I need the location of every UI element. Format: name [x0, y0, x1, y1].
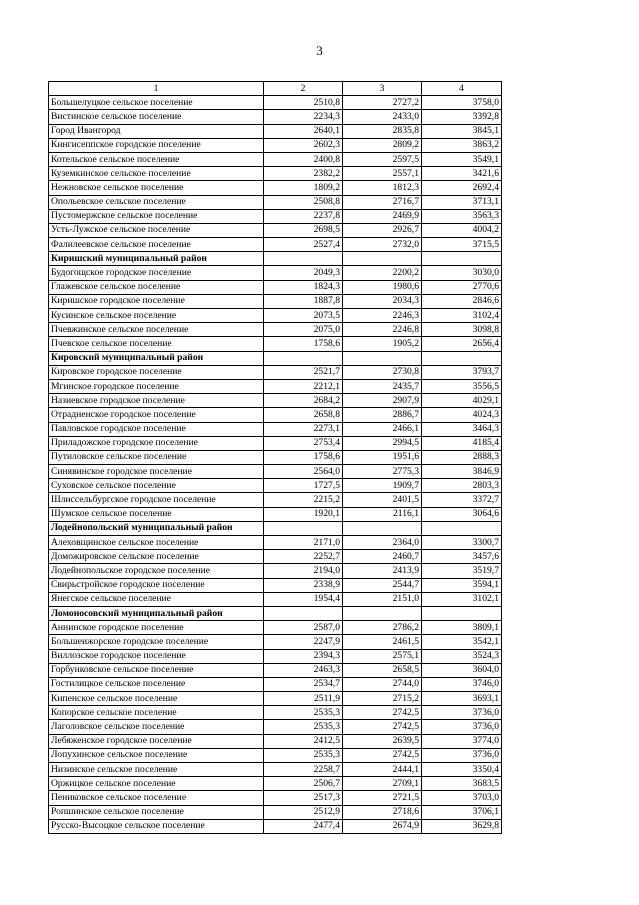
value-cell-col3: 2730,8 [343, 365, 422, 379]
value-cell-col4: 3736,0 [422, 748, 502, 762]
table-row [49, 110, 502, 124]
value-cell-col2 [264, 252, 343, 266]
table-row [49, 692, 502, 706]
value-cell-col3: 2809,2 [343, 138, 422, 152]
value-cell-col3: 2116,1 [343, 507, 422, 521]
table-body [49, 82, 502, 834]
value-cell-col2: 2215,2 [264, 493, 343, 507]
table-row [49, 635, 502, 649]
settlement-name-cell: Вистинское сельское поселение [49, 110, 264, 124]
table-row [49, 337, 502, 351]
value-cell-col3: 2994,5 [343, 436, 422, 450]
page-number: 3 [316, 43, 323, 58]
value-cell-col2: 2382,2 [264, 167, 343, 181]
data-table [48, 81, 502, 834]
value-cell-col2: 2510,8 [264, 96, 343, 110]
value-cell-col4: 3350,4 [422, 763, 502, 777]
table-section-row [49, 521, 502, 535]
value-cell-col4: 3736,0 [422, 720, 502, 734]
value-cell-col2: 2517,3 [264, 791, 343, 805]
value-cell-col4: 3464,3 [422, 422, 502, 436]
value-cell-col4: 3715,5 [422, 238, 502, 252]
value-cell-col3: 2926,7 [343, 223, 422, 237]
table-row [49, 791, 502, 805]
value-cell-col2: 2527,4 [264, 238, 343, 252]
value-cell-col4: 3556,5 [422, 379, 502, 393]
settlement-name-cell: Лопухинское сельское поселение [49, 748, 264, 762]
value-cell-col2: 2535,3 [264, 706, 343, 720]
table-row [49, 152, 502, 166]
table-row [49, 436, 502, 450]
table-section-row [49, 252, 502, 266]
value-cell-col4: 3300,7 [422, 536, 502, 550]
value-cell-col3: 1812,3 [343, 181, 422, 195]
value-cell-col2: 2171,0 [264, 536, 343, 550]
table-row [49, 323, 502, 337]
table-row [49, 479, 502, 493]
settlement-name-cell: Янегское сельское поселение [49, 592, 264, 606]
value-cell-col3: 1909,7 [343, 479, 422, 493]
district-name-cell: Ломоносовский муниципальный район [49, 606, 264, 620]
table-row [49, 167, 502, 181]
value-cell-col4: 3746,0 [422, 677, 502, 691]
value-cell-col4: 2692,4 [422, 181, 502, 195]
value-cell-col2: 2684,2 [264, 394, 343, 408]
value-cell-col2: 2602,3 [264, 138, 343, 152]
value-cell-col3: 2658,5 [343, 663, 422, 677]
value-cell-col2: 2247,9 [264, 635, 343, 649]
settlement-name-cell: Кипенское сельское поселение [49, 692, 264, 706]
column-header: 3 [343, 82, 422, 96]
table-row [49, 578, 502, 592]
table-row [49, 663, 502, 677]
value-cell-col2: 2394,3 [264, 649, 343, 663]
table-section-row [49, 606, 502, 620]
table-row [49, 422, 502, 436]
settlement-name-cell: Мгинское городское поселение [49, 379, 264, 393]
table-row [49, 748, 502, 762]
value-cell-col3: 2151,0 [343, 592, 422, 606]
settlement-name-cell: Кировское городское поселение [49, 365, 264, 379]
settlement-name-cell: Лебяженское городское поселение [49, 734, 264, 748]
table-row [49, 266, 502, 280]
column-header: 4 [422, 82, 502, 96]
settlement-name-cell: Лаголовское сельское поселение [49, 720, 264, 734]
settlement-name-cell: Пчевское сельское поселение [49, 337, 264, 351]
value-cell-col2: 2506,7 [264, 777, 343, 791]
table-row [49, 677, 502, 691]
value-cell-col2: 2338,9 [264, 578, 343, 592]
value-cell-col3 [343, 521, 422, 535]
value-cell-col3: 2200,2 [343, 266, 422, 280]
value-cell-col2: 2534,7 [264, 677, 343, 691]
settlement-name-cell: Кусинское сельское поселение [49, 309, 264, 323]
value-cell-col2: 2535,3 [264, 720, 343, 734]
table-section-row [49, 351, 502, 365]
value-cell-col4 [422, 521, 502, 535]
value-cell-col4: 3604,0 [422, 663, 502, 677]
value-cell-col4: 3563,3 [422, 209, 502, 223]
settlement-name-cell: Лодейнопольское городское поселение [49, 564, 264, 578]
district-name-cell: Киришский муниципальный район [49, 252, 264, 266]
value-cell-col4: 4029,1 [422, 394, 502, 408]
settlement-name-cell: Опольевское сельское поселение [49, 195, 264, 209]
table-row [49, 536, 502, 550]
settlement-name-cell: Приладожское городское поселение [49, 436, 264, 450]
value-cell-col2 [264, 606, 343, 620]
value-cell-col4: 3549,1 [422, 152, 502, 166]
table-row [49, 181, 502, 195]
value-cell-col4: 3629,8 [422, 819, 502, 833]
value-cell-col2: 1954,4 [264, 592, 343, 606]
value-cell-col3: 2364,0 [343, 536, 422, 550]
value-cell-col3: 2639,5 [343, 734, 422, 748]
value-cell-col3: 2727,2 [343, 96, 422, 110]
value-cell-col4: 4185,4 [422, 436, 502, 450]
value-cell-col3: 2786,2 [343, 621, 422, 635]
settlement-name-cell: Гостилицкое сельское поселение [49, 677, 264, 691]
value-cell-col4: 3102,1 [422, 592, 502, 606]
value-cell-col3: 2413,9 [343, 564, 422, 578]
value-cell-col3: 2742,5 [343, 706, 422, 720]
settlement-name-cell: Усть-Лужское сельское поселение [49, 223, 264, 237]
value-cell-col4: 3713,1 [422, 195, 502, 209]
value-cell-col4: 3774,0 [422, 734, 502, 748]
value-cell-col3: 2435,7 [343, 379, 422, 393]
value-cell-col3: 2709,1 [343, 777, 422, 791]
settlement-name-cell: Назиевское городское поселение [49, 394, 264, 408]
value-cell-col4: 3392,8 [422, 110, 502, 124]
value-cell-col4: 3372,7 [422, 493, 502, 507]
value-cell-col2: 1727,5 [264, 479, 343, 493]
settlement-name-cell: Киришское городское поселение [49, 294, 264, 308]
table-row [49, 550, 502, 564]
table-row [49, 365, 502, 379]
value-cell-col2: 2512,9 [264, 805, 343, 819]
table-row [49, 195, 502, 209]
value-cell-col2: 1758,6 [264, 450, 343, 464]
value-cell-col4: 3706,1 [422, 805, 502, 819]
value-cell-col4: 3594,1 [422, 578, 502, 592]
value-cell-col4: 4004,2 [422, 223, 502, 237]
value-cell-col4: 2888,3 [422, 450, 502, 464]
value-cell-col4: 3845,1 [422, 124, 502, 138]
table-row [49, 309, 502, 323]
value-cell-col4 [422, 351, 502, 365]
settlement-name-cell: Котельское сельское поселение [49, 152, 264, 166]
value-cell-col2: 2640,1 [264, 124, 343, 138]
value-cell-col3 [343, 606, 422, 620]
settlement-name-cell: Пустомержское сельское поселение [49, 209, 264, 223]
value-cell-col3: 2775,3 [343, 465, 422, 479]
settlement-name-cell: Кингисеппское городское поселение [49, 138, 264, 152]
value-cell-col3: 2034,3 [343, 294, 422, 308]
settlement-name-cell: Город Ивангород [49, 124, 264, 138]
value-cell-col2: 1758,6 [264, 337, 343, 351]
table-row [49, 777, 502, 791]
settlement-name-cell: Горбунковское сельское поселение [49, 663, 264, 677]
table-row [49, 96, 502, 110]
value-cell-col2: 2075,0 [264, 323, 343, 337]
settlement-name-cell: Ропшинское сельское поселение [49, 805, 264, 819]
value-cell-col3: 2557,1 [343, 167, 422, 181]
column-header: 2 [264, 82, 343, 96]
value-cell-col2: 2698,5 [264, 223, 343, 237]
table-row [49, 720, 502, 734]
value-cell-col3: 2742,5 [343, 720, 422, 734]
value-cell-col4: 3693,1 [422, 692, 502, 706]
value-cell-col2: 2753,4 [264, 436, 343, 450]
table-row [49, 564, 502, 578]
settlement-name-cell: Нежновское сельское поселение [49, 181, 264, 195]
settlement-name-cell: Большеижорское городское поселение [49, 635, 264, 649]
value-cell-col3: 2461,5 [343, 635, 422, 649]
settlement-name-cell: Виллозское городское поселение [49, 649, 264, 663]
settlement-name-cell: Пчевжинское сельское поселение [49, 323, 264, 337]
value-cell-col2 [264, 351, 343, 365]
value-cell-col4 [422, 606, 502, 620]
value-cell-col2: 2237,8 [264, 209, 343, 223]
value-cell-col4: 3758,0 [422, 96, 502, 110]
table-row [49, 805, 502, 819]
table-row [49, 280, 502, 294]
table-row [49, 819, 502, 833]
value-cell-col3 [343, 252, 422, 266]
value-cell-col2: 2658,8 [264, 408, 343, 422]
value-cell-col2: 2508,8 [264, 195, 343, 209]
value-cell-col2: 1920,1 [264, 507, 343, 521]
value-cell-col2: 2400,8 [264, 152, 343, 166]
value-cell-col2: 2194,0 [264, 564, 343, 578]
settlement-name-cell: Копорское сельское поселение [49, 706, 264, 720]
value-cell-col2: 2463,3 [264, 663, 343, 677]
value-cell-col4: 3703,0 [422, 791, 502, 805]
settlement-name-cell: Суховское сельское поселение [49, 479, 264, 493]
value-cell-col3: 2246,3 [343, 309, 422, 323]
value-cell-col2: 2535,3 [264, 748, 343, 762]
value-cell-col3: 2575,1 [343, 649, 422, 663]
value-cell-col2: 1887,8 [264, 294, 343, 308]
settlement-name-cell: Свирьстройское городское поселение [49, 578, 264, 592]
value-cell-col4: 3102,4 [422, 309, 502, 323]
value-cell-col2: 2477,4 [264, 819, 343, 833]
table-row [49, 408, 502, 422]
value-cell-col3: 2886,7 [343, 408, 422, 422]
value-cell-col2: 2511,9 [264, 692, 343, 706]
value-cell-col3: 2433,0 [343, 110, 422, 124]
value-cell-col3: 1980,6 [343, 280, 422, 294]
value-cell-col2: 2234,3 [264, 110, 343, 124]
value-cell-col4: 3863,2 [422, 138, 502, 152]
value-cell-col3: 2715,2 [343, 692, 422, 706]
value-cell-col3: 2460,7 [343, 550, 422, 564]
value-cell-col2: 2564,0 [264, 465, 343, 479]
settlement-name-cell: Алеховщинское сельское поселение [49, 536, 264, 550]
value-cell-col3: 2246,8 [343, 323, 422, 337]
value-cell-col3: 2544,7 [343, 578, 422, 592]
value-cell-col3: 1951,6 [343, 450, 422, 464]
table-row [49, 379, 502, 393]
value-cell-col2: 1824,3 [264, 280, 343, 294]
settlement-name-cell: Куземкинское сельское поселение [49, 167, 264, 181]
value-cell-col4: 3524,3 [422, 649, 502, 663]
value-cell-col3: 2732,0 [343, 238, 422, 252]
settlement-name-cell: Русско-Высоцкое сельское поселение [49, 819, 264, 833]
value-cell-col3: 2597,5 [343, 152, 422, 166]
value-cell-col4: 3030,0 [422, 266, 502, 280]
value-cell-col2: 2412,5 [264, 734, 343, 748]
settlement-name-cell: Низинское сельское поселение [49, 763, 264, 777]
value-cell-col2: 2521,7 [264, 365, 343, 379]
value-cell-col4: 3683,5 [422, 777, 502, 791]
value-cell-col4: 3457,6 [422, 550, 502, 564]
settlement-name-cell: Павловское городское поселение [49, 422, 264, 436]
column-header: 1 [49, 82, 264, 96]
value-cell-col2: 1809,2 [264, 181, 343, 195]
value-cell-col4: 3846,9 [422, 465, 502, 479]
value-cell-col4: 2770,6 [422, 280, 502, 294]
table-row [49, 592, 502, 606]
value-cell-col3: 2718,6 [343, 805, 422, 819]
value-cell-col3: 2835,8 [343, 124, 422, 138]
settlement-name-cell: Путиловское сельское поселение [49, 450, 264, 464]
table-row [49, 450, 502, 464]
district-name-cell: Кировский муниципальный район [49, 351, 264, 365]
value-cell-col4: 3421,6 [422, 167, 502, 181]
table-row [49, 209, 502, 223]
table-row [49, 223, 502, 237]
value-cell-col3: 1905,2 [343, 337, 422, 351]
value-cell-col2: 2049,3 [264, 266, 343, 280]
settlement-name-cell: Глажевское сельское поселение [49, 280, 264, 294]
value-cell-col4: 4024,3 [422, 408, 502, 422]
settlement-name-cell: Аннинское городское поселение [49, 621, 264, 635]
table-row [49, 124, 502, 138]
value-cell-col4 [422, 252, 502, 266]
table-row [49, 493, 502, 507]
settlement-name-cell: Оржицкое сельское поселение [49, 777, 264, 791]
table-row [49, 763, 502, 777]
table-row [49, 138, 502, 152]
table-row [49, 706, 502, 720]
value-cell-col3 [343, 351, 422, 365]
value-cell-col2: 2587,0 [264, 621, 343, 635]
value-cell-col3: 2466,1 [343, 422, 422, 436]
table-row [49, 507, 502, 521]
table-row [49, 465, 502, 479]
table-row [49, 621, 502, 635]
value-cell-col3: 2742,5 [343, 748, 422, 762]
value-cell-col4: 3098,8 [422, 323, 502, 337]
value-cell-col3: 2444,1 [343, 763, 422, 777]
table-header-row [49, 82, 502, 96]
value-cell-col4: 3809,1 [422, 621, 502, 635]
value-cell-col3: 2907,9 [343, 394, 422, 408]
settlement-name-cell: Пениковское сельское поселение [49, 791, 264, 805]
table-row [49, 649, 502, 663]
value-cell-col4: 3064,6 [422, 507, 502, 521]
value-cell-col4: 3793,7 [422, 365, 502, 379]
value-cell-col3: 2716,7 [343, 195, 422, 209]
table-row [49, 394, 502, 408]
settlement-name-cell: Синявинское городское поселение [49, 465, 264, 479]
value-cell-col4: 3519,7 [422, 564, 502, 578]
value-cell-col3: 2401,5 [343, 493, 422, 507]
value-cell-col4: 2656,4 [422, 337, 502, 351]
table-row [49, 294, 502, 308]
value-cell-col4: 2803,3 [422, 479, 502, 493]
settlement-name-cell: Отрадненское городское поселение [49, 408, 264, 422]
value-cell-col3: 2721,5 [343, 791, 422, 805]
table-row [49, 238, 502, 252]
value-cell-col2: 2073,5 [264, 309, 343, 323]
value-cell-col2: 2273,1 [264, 422, 343, 436]
value-cell-col2: 2252,7 [264, 550, 343, 564]
table-row [49, 734, 502, 748]
settlement-name-cell: Фалилеевское сельское поселение [49, 238, 264, 252]
value-cell-col3: 2469,9 [343, 209, 422, 223]
value-cell-col3: 2744,0 [343, 677, 422, 691]
settlement-name-cell: Доможировское сельское поселение [49, 550, 264, 564]
value-cell-col4: 2846,6 [422, 294, 502, 308]
settlement-name-cell: Большелуцкое сельское поселение [49, 96, 264, 110]
value-cell-col4: 3736,0 [422, 706, 502, 720]
settlement-name-cell: Шлиссельбургское городское поселение [49, 493, 264, 507]
value-cell-col2: 2212,1 [264, 379, 343, 393]
settlement-name-cell: Будогощское городское поселение [49, 266, 264, 280]
district-name-cell: Лодейнопольский муниципальный район [49, 521, 264, 535]
value-cell-col4: 3542,1 [422, 635, 502, 649]
value-cell-col2 [264, 521, 343, 535]
value-cell-col2: 2258,7 [264, 763, 343, 777]
value-cell-col3: 2674,9 [343, 819, 422, 833]
settlement-name-cell: Шумское сельское поселение [49, 507, 264, 521]
